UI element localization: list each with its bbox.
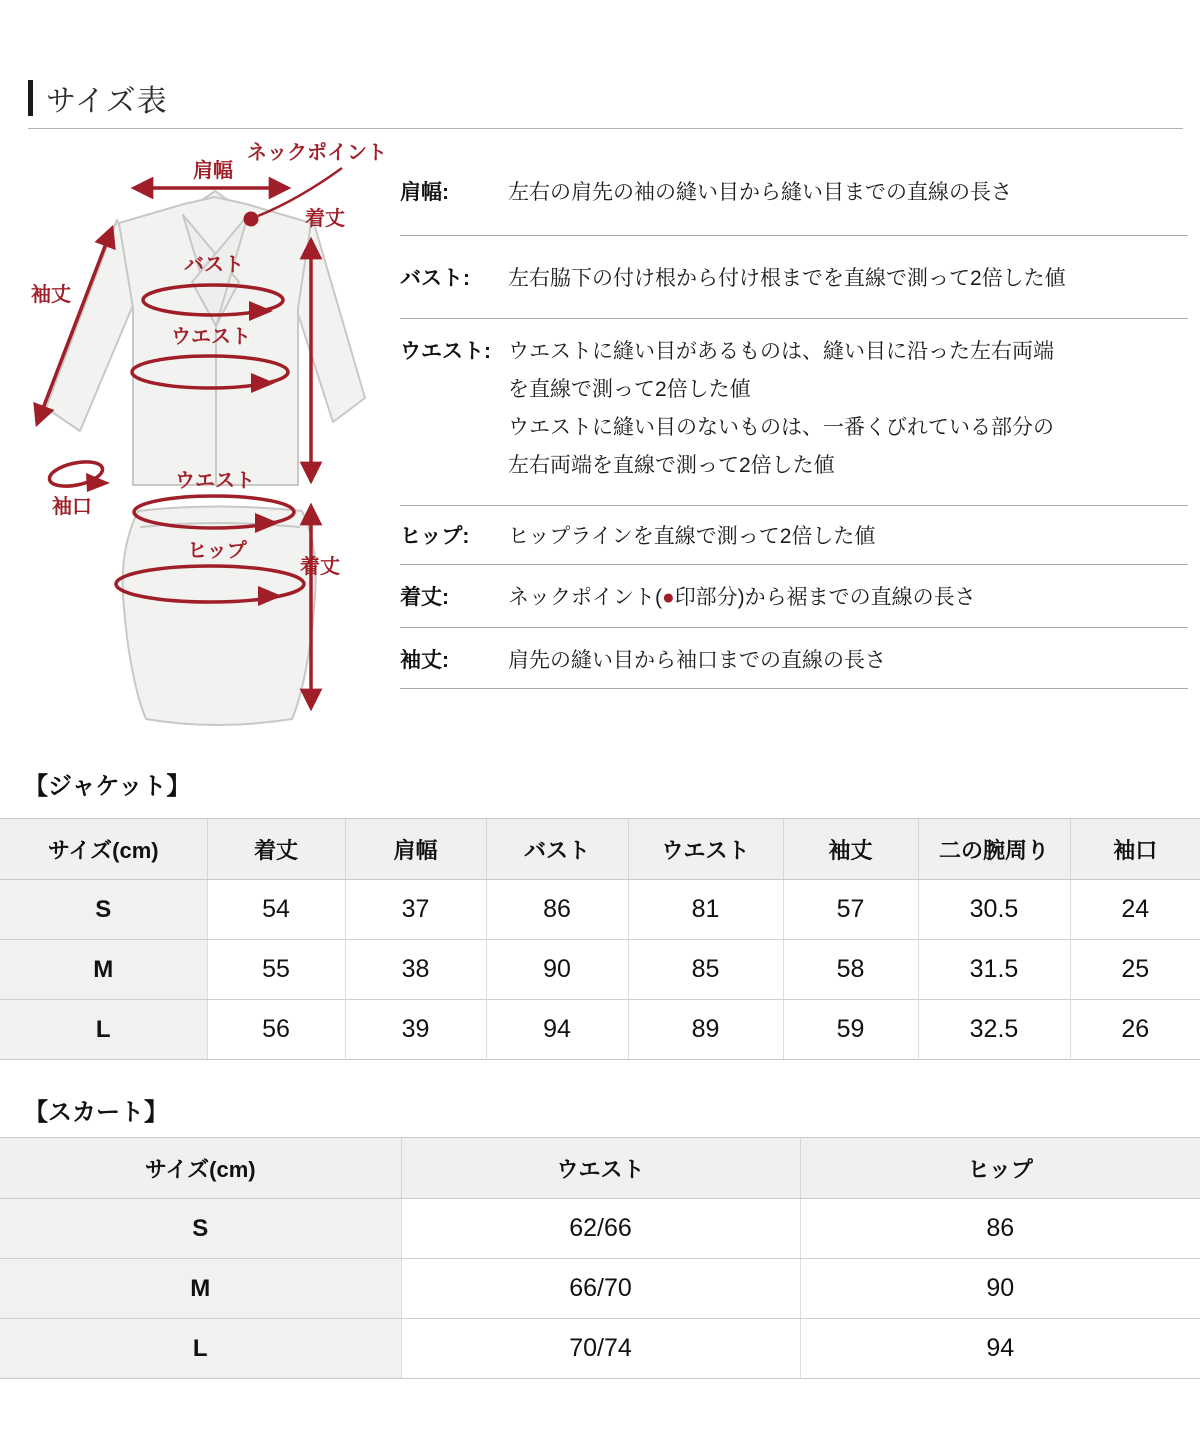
- definition-text: ヒップラインを直線で測って2倍した値: [508, 525, 876, 548]
- definition-row-hip: [400, 506, 1188, 565]
- column-header: ウエスト: [401, 1138, 800, 1199]
- label-skirt-length: 着丈: [300, 556, 340, 578]
- table-cell: 58: [783, 940, 918, 1000]
- size-cell: M: [0, 1259, 401, 1319]
- red-dot-icon: ●: [662, 586, 675, 609]
- table-cell: 38: [345, 940, 486, 1000]
- size-cell: L: [0, 1319, 401, 1379]
- definition-text: ウエストに縫い目があるものは、縫い目に沿った左右両端: [508, 340, 1054, 363]
- column-header: バスト: [486, 819, 628, 880]
- table-cell: 55: [207, 940, 345, 1000]
- table-cell: 24: [1070, 880, 1200, 940]
- label-jacket-length: 着丈: [305, 208, 345, 230]
- measurement-diagram: [20, 140, 390, 760]
- label-skirt-waist: ウエスト: [175, 470, 255, 492]
- title-divider: [28, 128, 1183, 129]
- table-cell: 89: [628, 1000, 783, 1060]
- definition-text: 印部分)から裾までの直線の長さ: [674, 586, 976, 609]
- column-header: ウエスト: [628, 819, 783, 880]
- garment-diagram-svg: [20, 140, 390, 760]
- definition-term: 袖丈:: [400, 649, 449, 672]
- table-cell: 25: [1070, 940, 1200, 1000]
- definition-term: 肩幅:: [400, 181, 449, 204]
- table-header-row: [0, 1138, 1200, 1199]
- definition-row-bust: [400, 236, 1188, 319]
- table-cell: 32.5: [918, 1000, 1070, 1060]
- table-cell: 86: [800, 1199, 1200, 1259]
- size-cell: S: [0, 1199, 401, 1259]
- column-header: 肩幅: [345, 819, 486, 880]
- table-row: [0, 1000, 1200, 1060]
- title-accent-bar: [28, 80, 33, 116]
- table-cell: 90: [800, 1259, 1200, 1319]
- definition-row-length: [400, 565, 1188, 628]
- table-cell: 70/74: [401, 1319, 800, 1379]
- label-neck-point: ネックポイント: [247, 142, 387, 164]
- label-bust: バスト: [184, 254, 244, 276]
- definition-text: ネックポイント(: [508, 586, 662, 609]
- definition-text: 左右の肩先の袖の縫い目から縫い目までの直線の長さ: [508, 181, 1012, 204]
- table-cell: 85: [628, 940, 783, 1000]
- skirt-section-heading: 【スカート】: [24, 1099, 168, 1126]
- label-cuff: 袖口: [52, 496, 92, 518]
- label-jacket-waist: ウエスト: [171, 326, 251, 348]
- table-cell: 86: [486, 880, 628, 940]
- table-cell: 30.5: [918, 880, 1070, 940]
- definition-term: ウエスト:: [400, 340, 491, 363]
- table-cell: 66/70: [401, 1259, 800, 1319]
- label-sleeve-length: 袖丈: [31, 284, 71, 306]
- definition-row-shoulder: [400, 140, 1188, 236]
- definition-term: 着丈:: [400, 586, 449, 609]
- table-cell: 54: [207, 880, 345, 940]
- size-cell: L: [0, 1000, 207, 1060]
- table-cell: 94: [486, 1000, 628, 1060]
- table-cell: 31.5: [918, 940, 1070, 1000]
- table-header-row: [0, 819, 1200, 880]
- table-cell: 37: [345, 880, 486, 940]
- table-row: [0, 1319, 1200, 1379]
- size-cell: S: [0, 880, 207, 940]
- table-row: [0, 940, 1200, 1000]
- table-cell: 56: [207, 1000, 345, 1060]
- definition-term: ヒップ:: [400, 525, 470, 548]
- definition-row-sleeve: [400, 628, 1188, 689]
- page-title: サイズ表: [46, 85, 168, 118]
- size-cell: M: [0, 940, 207, 1000]
- table-row: [0, 1259, 1200, 1319]
- table-cell: 57: [783, 880, 918, 940]
- table-row: [0, 880, 1200, 940]
- column-header: 二の腕周り: [918, 819, 1070, 880]
- measurement-definitions: [400, 140, 1188, 689]
- table-cell: 59: [783, 1000, 918, 1060]
- label-hip: ヒップ: [187, 540, 247, 562]
- definition-text: ウエストに縫い目のないものは、一番くびれている部分の: [508, 416, 1054, 439]
- definition-term: バスト:: [400, 267, 470, 290]
- table-cell: 94: [800, 1319, 1200, 1379]
- neck-point-dot-icon: [244, 212, 259, 227]
- page-title-row: [28, 76, 168, 120]
- skirt-size-table: [0, 1137, 1200, 1379]
- table-cell: 90: [486, 940, 628, 1000]
- column-header: 袖口: [1070, 819, 1200, 880]
- column-header: サイズ(cm): [0, 819, 207, 880]
- definition-text: 肩先の縫い目から袖口までの直線の長さ: [508, 649, 886, 672]
- column-header: ヒップ: [800, 1138, 1200, 1199]
- table-cell: 62/66: [401, 1199, 800, 1259]
- column-header: サイズ(cm): [0, 1138, 401, 1199]
- table-cell: 81: [628, 880, 783, 940]
- column-header: 袖丈: [783, 819, 918, 880]
- definition-text: を直線で測って2倍した値: [508, 378, 751, 401]
- jacket-section-heading: 【ジャケット】: [24, 773, 191, 800]
- jacket-size-table-wrap: [0, 818, 1200, 1060]
- table-cell: 26: [1070, 1000, 1200, 1060]
- definition-text: 左右両端を直線で測って2倍した値: [508, 454, 835, 477]
- definition-row-waist: [400, 319, 1188, 506]
- label-shoulder-width: 肩幅: [193, 160, 233, 182]
- column-header: 着丈: [207, 819, 345, 880]
- table-row: [0, 1199, 1200, 1259]
- skirt-size-table-wrap: [0, 1137, 1200, 1379]
- definition-text: 左右脇下の付け根から付け根までを直線で測って2倍した値: [508, 267, 1066, 290]
- table-cell: 39: [345, 1000, 486, 1060]
- jacket-size-table: [0, 818, 1200, 1060]
